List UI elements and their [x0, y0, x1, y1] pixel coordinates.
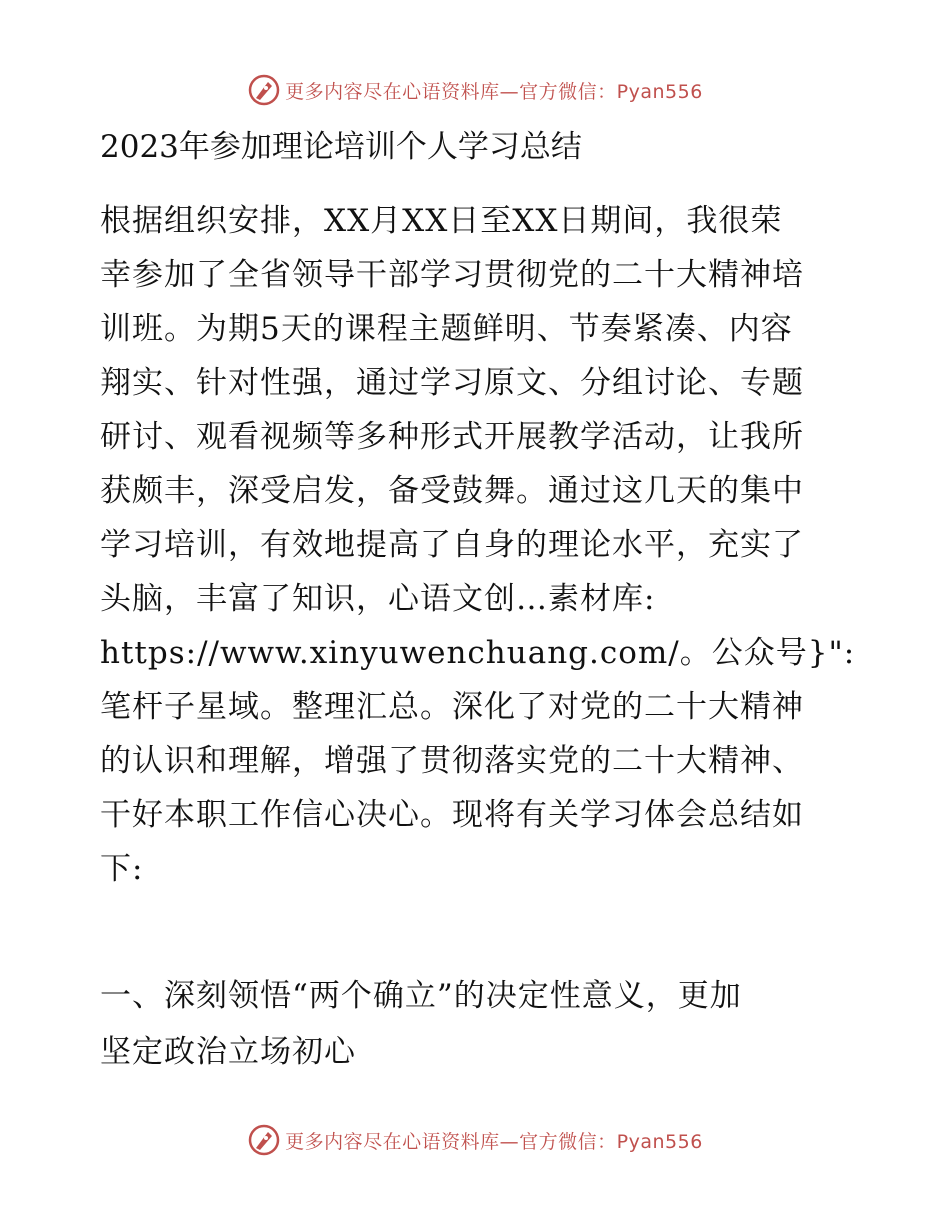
heading-line: 一、深刻领悟“两个确立”的决定性意义，更加: [100, 978, 742, 1014]
body-paragraph: [100, 194, 860, 896]
paragraph-line: https://www.xinyuwenchuang.com/。公众号}":: [100, 635, 856, 671]
pen-nib-logo-icon: [247, 1123, 281, 1157]
footer-watermark-text: 更多内容尽在心语资料库—官方微信：Pyan556: [285, 1130, 703, 1153]
paragraph-line: 学习培训，有效地提高了自身的理论水平，充实了: [100, 527, 804, 563]
paragraph-line: 研讨、观看视频等多种形式开展教学活动，让我所: [100, 419, 804, 455]
paragraph-line: 的认识和理解，增强了贯彻落实党的二十大精神、: [100, 743, 804, 779]
footer-watermark-banner: [0, 1120, 950, 1160]
paragraph-line: 根据组织安排，XX月XX日至XX日期间，我很荣: [100, 203, 783, 239]
paragraph-line: 头脑，丰富了知识，心语文创…素材库:: [100, 581, 656, 617]
paragraph-line: 翔实、针对性强，通过学习原文、分组讨论、专题: [100, 365, 804, 401]
document-title: 2023年参加理论培训个人学习总结: [100, 129, 582, 165]
header-watermark-text: 更多内容尽在心语资料库—官方微信：Pyan556: [285, 80, 703, 103]
paragraph-line: 下:: [100, 851, 144, 887]
heading-line: 坚定政治立场初心: [100, 1034, 356, 1070]
section-heading: [100, 968, 860, 1080]
paragraph-line: 幸参加了全省领导干部学习贯彻党的二十大精神培: [100, 257, 804, 293]
pen-nib-logo-icon: [247, 73, 281, 107]
paragraph-line: 训班。为期5天的课程主题鲜明、节奏紧凑、内容: [100, 311, 793, 347]
paragraph-line: 笔杆子星域。整理汇总。深化了对党的二十大精神: [100, 689, 804, 725]
header-watermark-banner: [0, 70, 950, 110]
paragraph-line: 获颇丰，深受启发，备受鼓舞。通过这几天的集中: [100, 473, 804, 509]
paragraph-line: 干好本职工作信心决心。现将有关学习体会总结如: [100, 797, 804, 833]
